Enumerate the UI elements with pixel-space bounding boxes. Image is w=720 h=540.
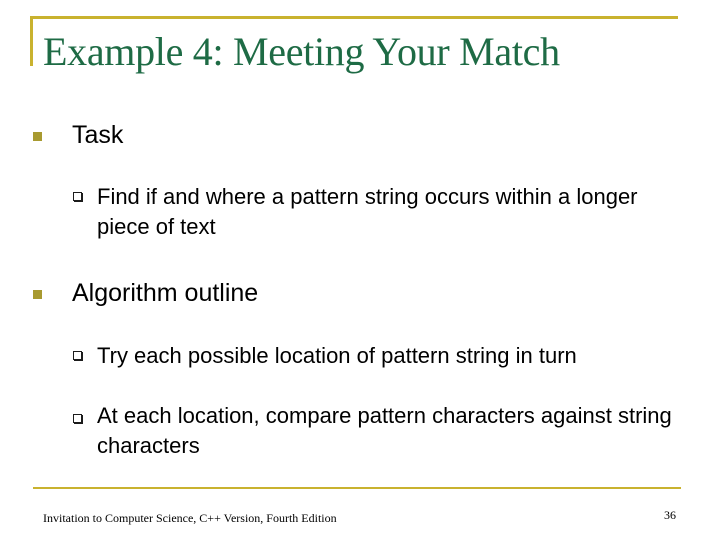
footer-divider: [33, 487, 681, 489]
bullet-algorithm-outline: Algorithm outline: [72, 279, 259, 307]
bullet-task: Task: [72, 121, 124, 149]
sub-bullet-compare-characters: At each location, compare pattern characters against string characters: [97, 403, 672, 458]
page-number: 36: [664, 508, 676, 522]
slide-title: Example 4: Meeting Your Match: [43, 29, 560, 74]
title-frame-top-line: [30, 16, 678, 19]
sub-bullet-box-icon: [73, 192, 82, 201]
sub-bullet-task-description: Find if and where a pattern string occurs within a longer piece of text: [97, 184, 638, 239]
sub-bullet-box-icon: [73, 351, 82, 360]
sub-bullet-box-icon: [73, 414, 82, 423]
sub-bullet-try-locations: Try each possible location of pattern string in turn: [97, 343, 577, 368]
bullet-square-icon: [33, 132, 42, 141]
footer-book-title: Invitation to Computer Science, C++ Version, Fourth Edition: [43, 511, 337, 525]
title-frame-left-line: [30, 16, 33, 66]
bullet-square-icon: [33, 290, 42, 299]
